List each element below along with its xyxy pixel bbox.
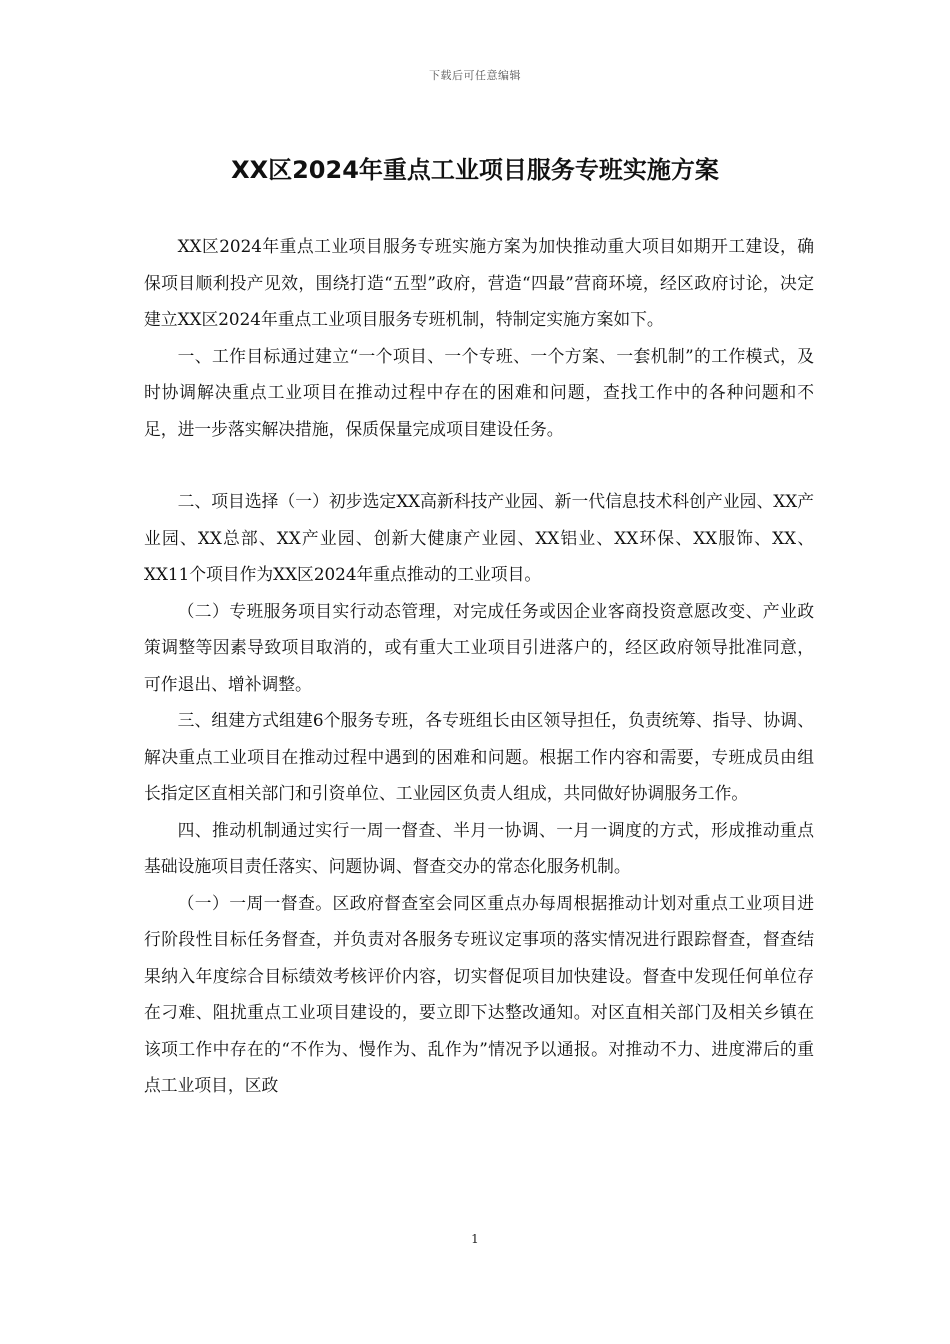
paragraph-section-1: 一、工作目标通过建立“一个项目、一个专班、一个方案、一套机制”的工作模式，及时协调解决重点工业项目在推动过程中存在的困难和问题，查找工作中的各种问题和不足，进一步落实解决措施，保质保量完成项目建设任务。 <box>144 345 814 439</box>
paragraph-section-2: 二、项目选择（一）初步选定XX高新科技产业园、新一代信息技术科创产业园、XX产业园、XX总部、XX产业园、创新大健康产业园、XX铝业、XX环保、XX服饰、XX、XX11个项目作为XX区2024年重点推动的工业项目。 <box>144 491 814 584</box>
document-title: XX区2024年重点工业项目服务专班实施方案 <box>231 156 719 184</box>
paragraph-section-3: 三、组建方式组建6个服务专班，各专班组长由区领导担任，负责统筹、指导、协调、解决重点工业项目在推动过程中遇到的困难和问题。根据工作内容和需要，专班成员由组长指定区直相关部门和引资单位、工业园区负责人组成，共同做好协调服务工作。 <box>144 710 814 803</box>
paragraph-section-2-sub: （二）专班服务项目实行动态管理，对完成任务或因企业客商投资意愿改变、产业政策调整等因素导致项目取消的，或有重大工业项目引进落户的，经区政府领导批准同意，可作退出、增补调整。 <box>144 600 814 694</box>
paragraph-section-4: 四、推动机制通过实行一周一督查、半月一协调、一月一调度的方式，形成推动重点基础设施项目责任落实、问题协调、督查交办的常态化服务机制。 <box>144 819 814 876</box>
page-number: 1 <box>471 1232 479 1246</box>
header-note: 下载后可任意编辑 <box>429 69 521 82</box>
document-body <box>144 228 814 1104</box>
paragraph-intro: XX区2024年重点工业项目服务专班实施方案为加快推动重大项目如期开工建设，确保项目顺利投产见效，围绕打造“五型”政府，营造“四最”营商环境，经区政府讨论，决定建立XX区2024年重点工业项目服务专班机制，特制定实施方案如下。 <box>144 236 814 329</box>
paragraph-section-4-sub: （一）一周一督查。区政府督查室会同区重点办每周根据推动计划对重点工业项目进行阶段性目标任务督查，并负责对各服务专班议定事项的落实情况进行跟踪督查，督查结果纳入年度综合目标绩效考核评价内容，切实督促项目加快建设。督查中发现任何单位存在刁难、阻扰重点工业项目建设的，要立即下达整改通知。对区直相关部门及相关乡镇在该项工作中存在的“不作为、慢作为、乱作为”情况予以通报。对推动不力、进度滞后的重点工业项目，区政 <box>144 892 814 1095</box>
